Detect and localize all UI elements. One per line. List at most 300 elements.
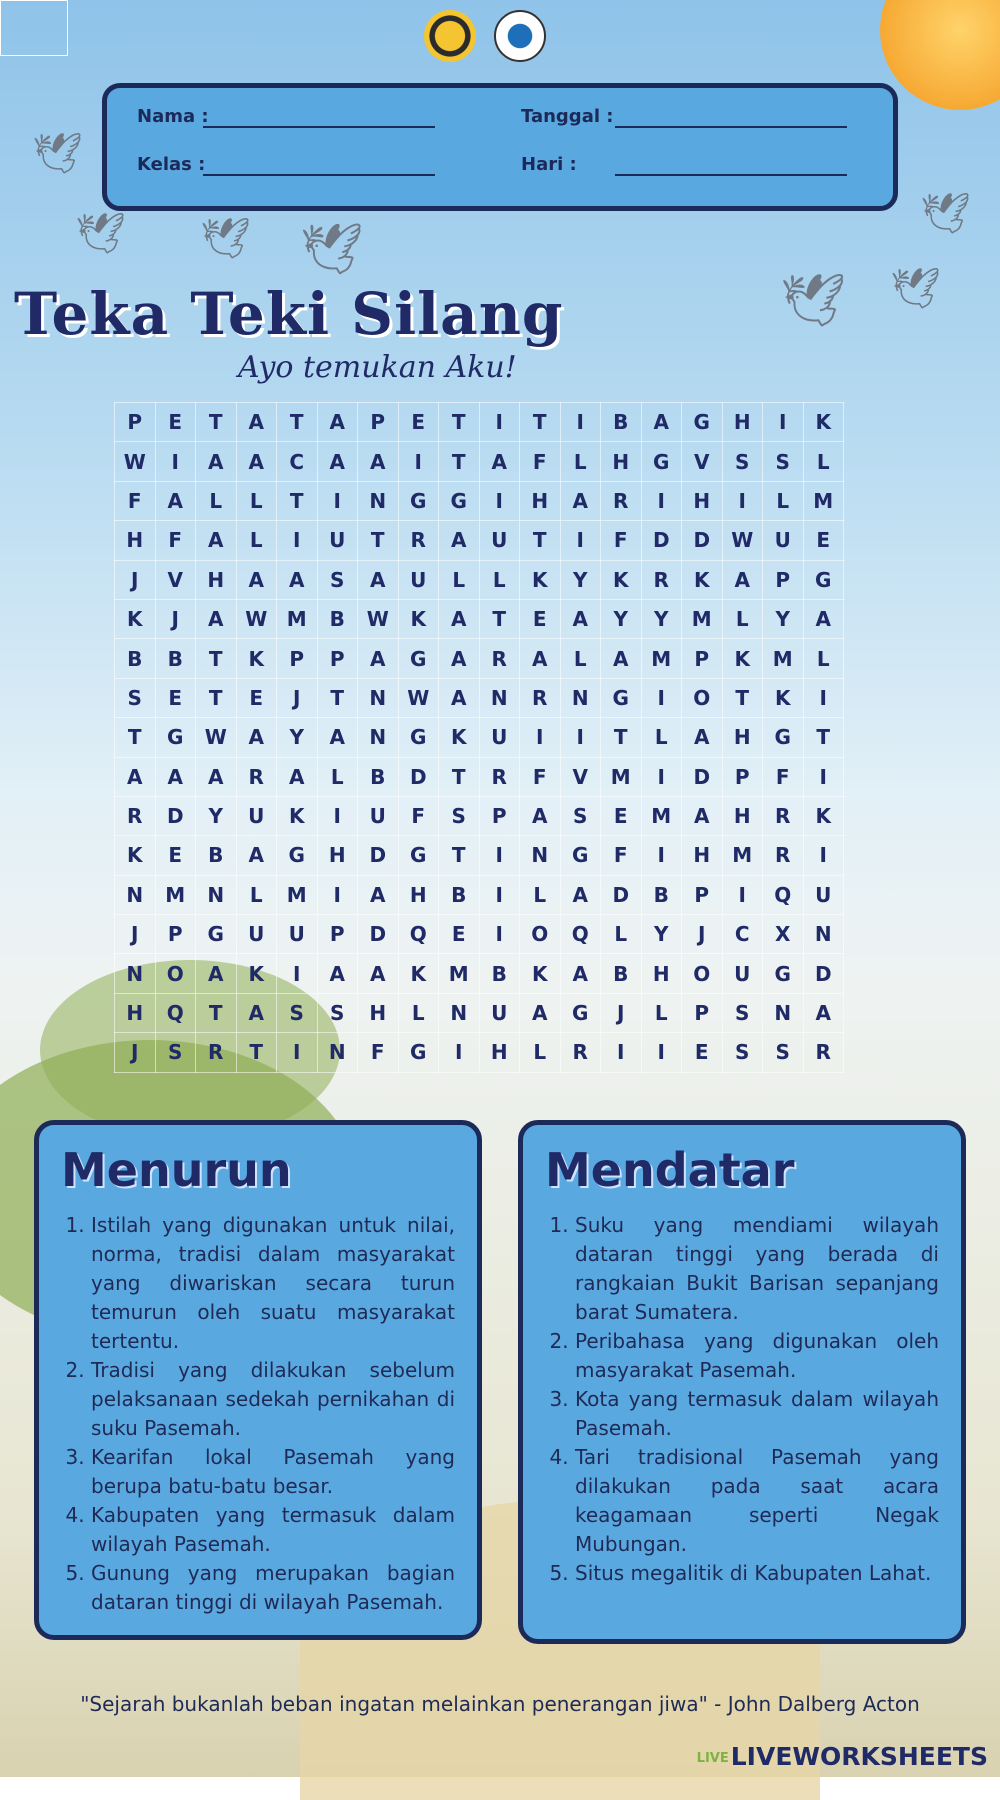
- grid-cell[interactable]: N: [763, 993, 804, 1032]
- grid-cell[interactable]: E: [155, 403, 196, 442]
- grid-cell[interactable]: M: [682, 599, 723, 638]
- grid-cell[interactable]: A: [236, 718, 277, 757]
- grid-cell[interactable]: H: [196, 560, 237, 599]
- grid-cell[interactable]: I: [520, 718, 561, 757]
- grid-cell[interactable]: U: [317, 521, 358, 560]
- grid-cell[interactable]: C: [722, 915, 763, 954]
- grid-cell[interactable]: T: [196, 993, 237, 1032]
- grid-cell[interactable]: L: [641, 993, 682, 1032]
- grid-cell[interactable]: J: [115, 560, 156, 599]
- grid-cell[interactable]: O: [155, 954, 196, 993]
- grid-cell[interactable]: Y: [277, 718, 318, 757]
- grid-cell[interactable]: T: [317, 678, 358, 717]
- grid-cell[interactable]: I: [277, 521, 318, 560]
- grid-cell[interactable]: B: [115, 639, 156, 678]
- grid-cell[interactable]: O: [682, 678, 723, 717]
- grid-cell[interactable]: A: [722, 560, 763, 599]
- grid-cell[interactable]: H: [398, 875, 439, 914]
- grid-cell[interactable]: S: [277, 993, 318, 1032]
- grid-cell[interactable]: T: [520, 403, 561, 442]
- grid-cell[interactable]: L: [803, 639, 844, 678]
- grid-cell[interactable]: A: [317, 718, 358, 757]
- grid-cell[interactable]: S: [439, 796, 480, 835]
- grid-cell[interactable]: T: [479, 599, 520, 638]
- grid-cell[interactable]: H: [722, 796, 763, 835]
- grid-cell[interactable]: I: [155, 442, 196, 481]
- grid-cell[interactable]: A: [439, 599, 480, 638]
- grid-cell[interactable]: I: [560, 521, 601, 560]
- grid-cell[interactable]: U: [479, 718, 520, 757]
- grid-cell[interactable]: E: [155, 836, 196, 875]
- grid-cell[interactable]: W: [236, 599, 277, 638]
- grid-cell[interactable]: I: [641, 1033, 682, 1072]
- grid-cell[interactable]: I: [317, 481, 358, 520]
- grid-cell[interactable]: W: [358, 599, 399, 638]
- grid-cell[interactable]: D: [682, 521, 723, 560]
- grid-cell[interactable]: E: [682, 1033, 723, 1072]
- grid-cell[interactable]: A: [358, 560, 399, 599]
- grid-cell[interactable]: A: [317, 442, 358, 481]
- grid-cell[interactable]: I: [803, 836, 844, 875]
- grid-cell[interactable]: R: [601, 481, 642, 520]
- grid-cell[interactable]: U: [398, 560, 439, 599]
- grid-cell[interactable]: K: [722, 639, 763, 678]
- grid-cell[interactable]: A: [236, 993, 277, 1032]
- grid-cell[interactable]: B: [479, 954, 520, 993]
- grid-cell[interactable]: I: [398, 442, 439, 481]
- grid-cell[interactable]: H: [479, 1033, 520, 1072]
- grid-cell[interactable]: T: [196, 678, 237, 717]
- grid-cell[interactable]: L: [520, 1033, 561, 1072]
- grid-cell[interactable]: A: [115, 757, 156, 796]
- grid-cell[interactable]: S: [722, 442, 763, 481]
- grid-cell[interactable]: B: [196, 836, 237, 875]
- grid-cell[interactable]: Q: [560, 915, 601, 954]
- grid-cell[interactable]: W: [398, 678, 439, 717]
- grid-cell[interactable]: B: [155, 639, 196, 678]
- grid-cell[interactable]: E: [803, 521, 844, 560]
- grid-cell[interactable]: M: [763, 639, 804, 678]
- grid-cell[interactable]: D: [358, 915, 399, 954]
- grid-cell[interactable]: I: [479, 481, 520, 520]
- grid-cell[interactable]: G: [155, 718, 196, 757]
- grid-cell[interactable]: O: [520, 915, 561, 954]
- grid-cell[interactable]: A: [479, 442, 520, 481]
- grid-cell[interactable]: H: [641, 954, 682, 993]
- grid-cell[interactable]: N: [560, 678, 601, 717]
- grid-cell[interactable]: K: [398, 599, 439, 638]
- grid-cell[interactable]: F: [115, 481, 156, 520]
- grid-cell[interactable]: L: [560, 442, 601, 481]
- grid-cell[interactable]: P: [682, 993, 723, 1032]
- grid-cell[interactable]: R: [196, 1033, 237, 1072]
- grid-cell[interactable]: I: [803, 678, 844, 717]
- grid-cell[interactable]: U: [763, 521, 804, 560]
- grid-cell[interactable]: A: [358, 875, 399, 914]
- grid-cell[interactable]: T: [803, 718, 844, 757]
- grid-cell[interactable]: E: [601, 796, 642, 835]
- grid-cell[interactable]: G: [763, 954, 804, 993]
- grid-cell[interactable]: E: [236, 678, 277, 717]
- grid-cell[interactable]: T: [520, 521, 561, 560]
- grid-cell[interactable]: A: [358, 639, 399, 678]
- grid-cell[interactable]: I: [479, 403, 520, 442]
- grid-cell[interactable]: S: [560, 796, 601, 835]
- grid-cell[interactable]: I: [641, 757, 682, 796]
- grid-cell[interactable]: G: [196, 915, 237, 954]
- grid-cell[interactable]: J: [682, 915, 723, 954]
- grid-cell[interactable]: L: [803, 442, 844, 481]
- grid-cell[interactable]: U: [803, 875, 844, 914]
- grid-cell[interactable]: Q: [763, 875, 804, 914]
- grid-cell[interactable]: I: [722, 481, 763, 520]
- grid-cell[interactable]: A: [560, 875, 601, 914]
- grid-cell[interactable]: G: [439, 481, 480, 520]
- grid-cell[interactable]: H: [601, 442, 642, 481]
- grid-cell[interactable]: F: [155, 521, 196, 560]
- grid-cell[interactable]: G: [398, 718, 439, 757]
- grid-cell[interactable]: L: [439, 560, 480, 599]
- grid-cell[interactable]: L: [479, 560, 520, 599]
- grid-cell[interactable]: H: [520, 481, 561, 520]
- grid-cell[interactable]: M: [439, 954, 480, 993]
- grid-cell[interactable]: U: [479, 993, 520, 1032]
- grid-cell[interactable]: L: [236, 521, 277, 560]
- grid-cell[interactable]: P: [317, 639, 358, 678]
- grid-cell[interactable]: L: [520, 875, 561, 914]
- grid-cell[interactable]: Q: [155, 993, 196, 1032]
- grid-cell[interactable]: P: [155, 915, 196, 954]
- grid-cell[interactable]: Y: [641, 915, 682, 954]
- grid-cell[interactable]: A: [196, 521, 237, 560]
- grid-cell[interactable]: G: [560, 836, 601, 875]
- grid-cell[interactable]: L: [398, 993, 439, 1032]
- grid-cell[interactable]: M: [601, 757, 642, 796]
- grid-cell[interactable]: J: [115, 1033, 156, 1072]
- grid-cell[interactable]: K: [763, 678, 804, 717]
- grid-cell[interactable]: D: [682, 757, 723, 796]
- grid-cell[interactable]: T: [115, 718, 156, 757]
- grid-cell[interactable]: I: [317, 796, 358, 835]
- grid-cell[interactable]: L: [317, 757, 358, 796]
- grid-cell[interactable]: W: [115, 442, 156, 481]
- grid-cell[interactable]: R: [763, 836, 804, 875]
- grid-cell[interactable]: U: [277, 915, 318, 954]
- grid-cell[interactable]: F: [601, 836, 642, 875]
- grid-cell[interactable]: I: [641, 836, 682, 875]
- grid-cell[interactable]: I: [601, 1033, 642, 1072]
- grid-cell[interactable]: N: [520, 836, 561, 875]
- grid-cell[interactable]: F: [358, 1033, 399, 1072]
- grid-cell[interactable]: W: [196, 718, 237, 757]
- grid-cell[interactable]: C: [277, 442, 318, 481]
- grid-cell[interactable]: H: [722, 403, 763, 442]
- grid-cell[interactable]: A: [196, 599, 237, 638]
- grid-cell[interactable]: A: [560, 599, 601, 638]
- grid-cell[interactable]: I: [722, 875, 763, 914]
- grid-cell[interactable]: A: [520, 796, 561, 835]
- grid-cell[interactable]: S: [722, 993, 763, 1032]
- grid-cell[interactable]: P: [358, 403, 399, 442]
- grid-cell[interactable]: L: [236, 481, 277, 520]
- grid-cell[interactable]: K: [236, 954, 277, 993]
- hari-field[interactable]: [615, 174, 847, 176]
- grid-cell[interactable]: E: [439, 915, 480, 954]
- grid-cell[interactable]: T: [439, 442, 480, 481]
- grid-cell[interactable]: M: [277, 599, 318, 638]
- grid-cell[interactable]: B: [641, 875, 682, 914]
- grid-cell[interactable]: K: [520, 954, 561, 993]
- grid-cell[interactable]: A: [439, 678, 480, 717]
- grid-cell[interactable]: S: [317, 993, 358, 1032]
- grid-cell[interactable]: K: [803, 796, 844, 835]
- grid-cell[interactable]: A: [560, 954, 601, 993]
- grid-cell[interactable]: A: [236, 403, 277, 442]
- grid-cell[interactable]: M: [641, 639, 682, 678]
- grid-cell[interactable]: R: [398, 521, 439, 560]
- grid-cell[interactable]: S: [317, 560, 358, 599]
- grid-cell[interactable]: U: [236, 915, 277, 954]
- grid-cell[interactable]: L: [763, 481, 804, 520]
- grid-cell[interactable]: T: [196, 639, 237, 678]
- grid-cell[interactable]: H: [682, 836, 723, 875]
- grid-cell[interactable]: F: [520, 442, 561, 481]
- grid-cell[interactable]: N: [317, 1033, 358, 1072]
- liveworksheets-logo[interactable]: [697, 1742, 988, 1771]
- grid-cell[interactable]: T: [439, 836, 480, 875]
- grid-cell[interactable]: D: [155, 796, 196, 835]
- grid-cell[interactable]: G: [682, 403, 723, 442]
- grid-cell[interactable]: P: [682, 875, 723, 914]
- tanggal-field[interactable]: [615, 126, 847, 128]
- grid-cell[interactable]: G: [803, 560, 844, 599]
- grid-cell[interactable]: I: [479, 875, 520, 914]
- grid-cell[interactable]: L: [236, 875, 277, 914]
- grid-cell[interactable]: R: [115, 796, 156, 835]
- grid-cell[interactable]: J: [115, 915, 156, 954]
- grid-cell[interactable]: T: [277, 403, 318, 442]
- grid-cell[interactable]: F: [601, 521, 642, 560]
- grid-cell[interactable]: K: [398, 954, 439, 993]
- grid-cell[interactable]: N: [803, 915, 844, 954]
- grid-cell[interactable]: P: [115, 403, 156, 442]
- grid-cell[interactable]: K: [277, 796, 318, 835]
- grid-cell[interactable]: K: [115, 599, 156, 638]
- grid-cell[interactable]: X: [763, 915, 804, 954]
- grid-cell[interactable]: H: [722, 718, 763, 757]
- grid-cell[interactable]: B: [358, 757, 399, 796]
- grid-cell[interactable]: K: [520, 560, 561, 599]
- grid-cell[interactable]: G: [763, 718, 804, 757]
- grid-cell[interactable]: A: [520, 993, 561, 1032]
- grid-cell[interactable]: R: [560, 1033, 601, 1072]
- grid-cell[interactable]: K: [601, 560, 642, 599]
- grid-cell[interactable]: A: [277, 560, 318, 599]
- grid-cell[interactable]: R: [479, 757, 520, 796]
- grid-cell[interactable]: K: [682, 560, 723, 599]
- grid-cell[interactable]: R: [520, 678, 561, 717]
- grid-cell[interactable]: P: [317, 915, 358, 954]
- grid-cell[interactable]: Y: [641, 599, 682, 638]
- grid-cell[interactable]: T: [358, 521, 399, 560]
- grid-cell[interactable]: B: [601, 954, 642, 993]
- grid-cell[interactable]: L: [196, 481, 237, 520]
- grid-cell[interactable]: N: [358, 678, 399, 717]
- grid-cell[interactable]: G: [398, 481, 439, 520]
- grid-cell[interactable]: A: [196, 442, 237, 481]
- grid-cell[interactable]: R: [641, 560, 682, 599]
- grid-cell[interactable]: D: [601, 875, 642, 914]
- grid-cell[interactable]: N: [439, 993, 480, 1032]
- nama-field[interactable]: [203, 126, 435, 128]
- grid-cell[interactable]: B: [439, 875, 480, 914]
- grid-cell[interactable]: A: [560, 481, 601, 520]
- grid-cell[interactable]: A: [682, 796, 723, 835]
- grid-cell[interactable]: D: [641, 521, 682, 560]
- grid-cell[interactable]: M: [155, 875, 196, 914]
- grid-cell[interactable]: N: [115, 875, 156, 914]
- grid-cell[interactable]: L: [560, 639, 601, 678]
- grid-cell[interactable]: U: [722, 954, 763, 993]
- grid-cell[interactable]: T: [439, 757, 480, 796]
- grid-cell[interactable]: I: [317, 875, 358, 914]
- grid-cell[interactable]: A: [439, 639, 480, 678]
- grid-cell[interactable]: N: [358, 718, 399, 757]
- grid-cell[interactable]: G: [641, 442, 682, 481]
- kelas-field[interactable]: [203, 174, 435, 176]
- grid-cell[interactable]: H: [317, 836, 358, 875]
- word-search-grid[interactable]: [114, 402, 844, 1073]
- grid-cell[interactable]: N: [358, 481, 399, 520]
- grid-cell[interactable]: F: [520, 757, 561, 796]
- grid-cell[interactable]: Y: [601, 599, 642, 638]
- grid-cell[interactable]: J: [155, 599, 196, 638]
- grid-cell[interactable]: N: [115, 954, 156, 993]
- grid-cell[interactable]: V: [682, 442, 723, 481]
- grid-cell[interactable]: M: [277, 875, 318, 914]
- grid-cell[interactable]: H: [358, 993, 399, 1032]
- grid-cell[interactable]: R: [763, 796, 804, 835]
- grid-cell[interactable]: V: [155, 560, 196, 599]
- grid-cell[interactable]: R: [236, 757, 277, 796]
- grid-cell[interactable]: E: [520, 599, 561, 638]
- grid-cell[interactable]: I: [641, 481, 682, 520]
- grid-cell[interactable]: K: [803, 403, 844, 442]
- grid-cell[interactable]: A: [236, 560, 277, 599]
- grid-cell[interactable]: Y: [763, 599, 804, 638]
- grid-cell[interactable]: M: [641, 796, 682, 835]
- grid-cell[interactable]: T: [277, 481, 318, 520]
- grid-cell[interactable]: T: [236, 1033, 277, 1072]
- grid-cell[interactable]: A: [803, 993, 844, 1032]
- grid-cell[interactable]: S: [763, 442, 804, 481]
- grid-cell[interactable]: I: [439, 1033, 480, 1072]
- grid-cell[interactable]: I: [560, 403, 601, 442]
- grid-cell[interactable]: Y: [560, 560, 601, 599]
- grid-cell[interactable]: Y: [196, 796, 237, 835]
- grid-cell[interactable]: B: [601, 403, 642, 442]
- grid-cell[interactable]: A: [155, 757, 196, 796]
- grid-cell[interactable]: M: [722, 836, 763, 875]
- grid-cell[interactable]: A: [277, 757, 318, 796]
- grid-cell[interactable]: A: [682, 718, 723, 757]
- grid-cell[interactable]: H: [115, 521, 156, 560]
- grid-cell[interactable]: H: [115, 993, 156, 1032]
- grid-cell[interactable]: N: [196, 875, 237, 914]
- grid-cell[interactable]: E: [155, 678, 196, 717]
- grid-cell[interactable]: A: [601, 639, 642, 678]
- grid-cell[interactable]: P: [277, 639, 318, 678]
- grid-cell[interactable]: A: [317, 954, 358, 993]
- grid-cell[interactable]: I: [560, 718, 601, 757]
- grid-cell[interactable]: T: [439, 403, 480, 442]
- grid-cell[interactable]: K: [439, 718, 480, 757]
- grid-cell[interactable]: G: [560, 993, 601, 1032]
- grid-cell[interactable]: I: [641, 678, 682, 717]
- grid-cell[interactable]: A: [520, 639, 561, 678]
- grid-cell[interactable]: D: [358, 836, 399, 875]
- grid-cell[interactable]: A: [236, 836, 277, 875]
- grid-cell[interactable]: A: [358, 442, 399, 481]
- grid-cell[interactable]: G: [601, 678, 642, 717]
- grid-cell[interactable]: I: [479, 836, 520, 875]
- grid-cell[interactable]: P: [682, 639, 723, 678]
- grid-cell[interactable]: F: [763, 757, 804, 796]
- grid-cell[interactable]: A: [155, 481, 196, 520]
- grid-cell[interactable]: J: [277, 678, 318, 717]
- grid-cell[interactable]: A: [236, 442, 277, 481]
- grid-cell[interactable]: L: [722, 599, 763, 638]
- grid-cell[interactable]: T: [601, 718, 642, 757]
- grid-cell[interactable]: J: [601, 993, 642, 1032]
- grid-cell[interactable]: Q: [398, 915, 439, 954]
- grid-cell[interactable]: I: [479, 915, 520, 954]
- grid-cell[interactable]: T: [196, 403, 237, 442]
- grid-cell[interactable]: G: [398, 1033, 439, 1072]
- grid-cell[interactable]: A: [317, 403, 358, 442]
- grid-cell[interactable]: R: [803, 1033, 844, 1072]
- grid-cell[interactable]: L: [641, 718, 682, 757]
- grid-cell[interactable]: T: [722, 678, 763, 717]
- grid-cell[interactable]: O: [682, 954, 723, 993]
- grid-cell[interactable]: S: [155, 1033, 196, 1072]
- grid-cell[interactable]: W: [722, 521, 763, 560]
- grid-cell[interactable]: I: [277, 1033, 318, 1072]
- grid-cell[interactable]: G: [277, 836, 318, 875]
- grid-cell[interactable]: S: [763, 1033, 804, 1072]
- grid-cell[interactable]: R: [479, 639, 520, 678]
- grid-cell[interactable]: A: [196, 954, 237, 993]
- grid-cell[interactable]: P: [479, 796, 520, 835]
- grid-cell[interactable]: N: [479, 678, 520, 717]
- grid-cell[interactable]: A: [439, 521, 480, 560]
- grid-cell[interactable]: P: [722, 757, 763, 796]
- grid-cell[interactable]: B: [317, 599, 358, 638]
- grid-cell[interactable]: G: [398, 639, 439, 678]
- grid-cell[interactable]: K: [115, 836, 156, 875]
- grid-cell[interactable]: V: [560, 757, 601, 796]
- grid-cell[interactable]: P: [763, 560, 804, 599]
- grid-cell[interactable]: A: [358, 954, 399, 993]
- grid-cell[interactable]: I: [763, 403, 804, 442]
- grid-cell[interactable]: D: [803, 954, 844, 993]
- grid-cell[interactable]: F: [398, 796, 439, 835]
- grid-cell[interactable]: U: [479, 521, 520, 560]
- grid-cell[interactable]: A: [803, 599, 844, 638]
- grid-cell[interactable]: E: [398, 403, 439, 442]
- grid-cell[interactable]: D: [398, 757, 439, 796]
- grid-cell[interactable]: K: [236, 639, 277, 678]
